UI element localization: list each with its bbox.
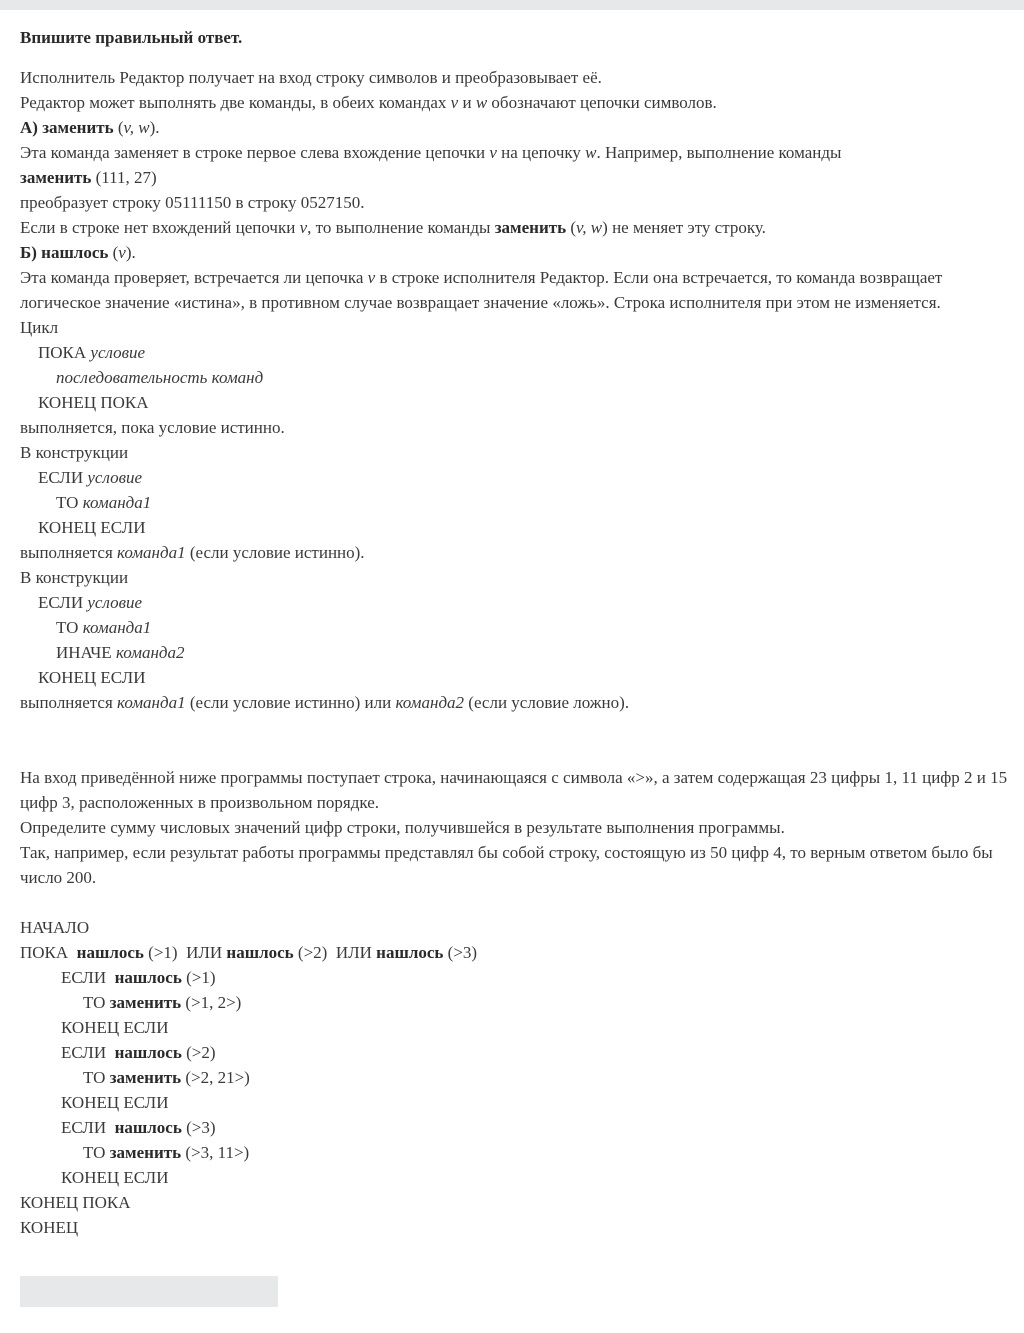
- task-paragraph-3: Так, например, если результат работы программы представлял бы собой строку, состоящую из 50 цифр 4, то верным ответом было бы число 200.: [20, 843, 993, 887]
- end-if-line-1: КОНЕЦ ЕСЛИ: [38, 518, 146, 537]
- program-then-3: ТО заменить (>3, 11>): [83, 1143, 250, 1162]
- program-end: КОНЕЦ: [20, 1218, 79, 1237]
- cycle-label: Цикл: [20, 318, 59, 337]
- else-line: ИНАЧЕ команда2: [56, 643, 185, 662]
- intro-line-1: Исполнитель Редактор получает на вход строку символов и преобразовывает её.: [20, 68, 602, 87]
- sequence-line: последовательность команд: [56, 368, 264, 387]
- while-note: выполняется, пока условие истинно.: [20, 418, 285, 437]
- spacer: [20, 715, 1010, 765]
- program-if-2: ЕСЛИ нашлось (>2): [61, 1043, 216, 1062]
- page-title: Впишите правильный ответ.: [20, 28, 243, 47]
- task-content: [20, 25, 1010, 1240]
- intro-line-2: Редактор может выполнять две команды, в обеих командах v и w обозначают цепочки символов.: [20, 93, 717, 112]
- if-note-1: выполняется команда1 (если условие истинно).: [20, 543, 365, 562]
- if-line-2: ЕСЛИ условие: [38, 593, 142, 612]
- spacer: [20, 890, 1010, 915]
- top-bar: [0, 0, 1024, 10]
- command-a-description: Эта команда заменяет в строке первое слева вхождение цепочки v на цепочку w. Например, выполнение команды: [20, 143, 842, 162]
- program-if-3: ЕСЛИ нашлось (>3): [61, 1118, 216, 1137]
- program-if-1: ЕСЛИ нашлось (>1): [61, 968, 216, 987]
- answer-input[interactable]: [20, 1276, 278, 1307]
- program-end-if-1: КОНЕЦ ЕСЛИ: [61, 1018, 169, 1037]
- program-begin: НАЧАЛО: [20, 918, 90, 937]
- program-then-1: ТО заменить (>1, 2>): [83, 993, 242, 1012]
- command-b-heading: Б) нашлось (v).: [20, 243, 136, 262]
- end-while-line: КОНЕЦ ПОКА: [38, 393, 149, 412]
- while-line: ПОКА условие: [38, 343, 146, 362]
- no-match-note: Если в строке нет вхождений цепочки v, то выполнение команды заменить (v, w) не меняет эту строку.: [20, 218, 766, 237]
- program-end-while: КОНЕЦ ПОКА: [20, 1193, 131, 1212]
- program-then-2: ТО заменить (>2, 21>): [83, 1068, 250, 1087]
- program-while: ПОКА нашлось (>1) ИЛИ нашлось (>2) ИЛИ нашлось (>3): [20, 943, 478, 962]
- then-line-1: ТО команда1: [56, 493, 152, 512]
- construct-label-2: В конструкции: [20, 568, 129, 587]
- program-end-if-3: КОНЕЦ ЕСЛИ: [61, 1168, 169, 1187]
- if-else-note: выполняется команда1 (если условие истинно) или команда2 (если условие ложно).: [20, 693, 630, 712]
- task-paragraph-2: Определите сумму числовых значений цифр строки, получившейся в результате выполнения программы.: [20, 818, 785, 837]
- command-b-description: Эта команда проверяет, встречается ли цепочка v в строке исполнителя Редактор. Если она встречается, то команда возвращает логическое значение «истина», в противном случае возвращает значение «ложь». Строка исполнителя при этом не изменяется.: [20, 268, 943, 312]
- then-line-2: ТО команда1: [56, 618, 152, 637]
- end-if-line-2: КОНЕЦ ЕСЛИ: [38, 668, 146, 687]
- example-result: преобразует строку 05111150 в строку 0527150.: [20, 193, 365, 212]
- program-end-if-2: КОНЕЦ ЕСЛИ: [61, 1093, 169, 1112]
- if-line-1: ЕСЛИ условие: [38, 468, 142, 487]
- command-a-heading: А) заменить (v, w).: [20, 118, 160, 137]
- example-command: заменить (111, 27): [20, 168, 157, 187]
- construct-label-1: В конструкции: [20, 443, 129, 462]
- task-paragraph-1: На вход приведённой ниже программы поступает строка, начинающаяся с символа «>», а затем содержащая 23 цифры 1, 11 цифр 2 и 15 цифр 3, расположенных в произвольном порядке.: [20, 768, 1008, 812]
